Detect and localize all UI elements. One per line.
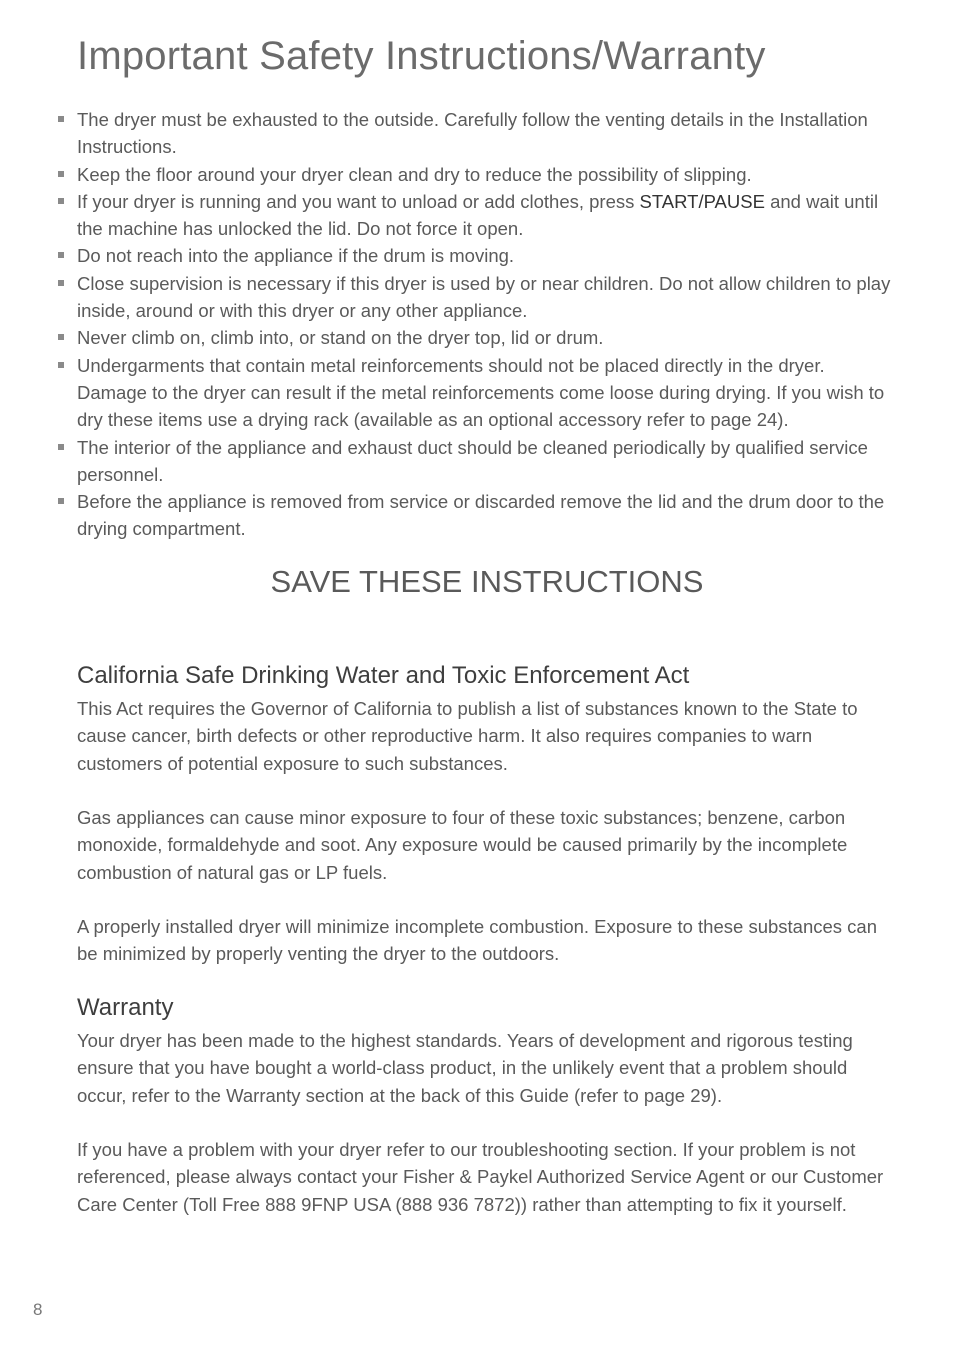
safety-bullet (54, 161, 892, 188)
page-number: 8 (33, 1300, 43, 1319)
bullet-text: Before the appliance is removed from service or discarded remove the lid and the drum door to the drying compartment. (77, 491, 885, 540)
square-bullet-icon (58, 498, 64, 504)
square-bullet-icon (58, 362, 64, 368)
bullet-text-after: and wait until the machine has unlocked the lid. Do not force it open. (77, 190, 879, 240)
bullet-text: Do not reach into the appliance if the drum is moving. (77, 245, 515, 267)
save-instructions-heading: SAVE THESE INSTRUCTIONS (270, 564, 704, 599)
safety-bullet (54, 352, 892, 434)
warranty-paragraph-1: Your dryer has been made to the highest standards. Years of development and rigorous testing ensure that you have bought a world-class product, in the unlikely event that a problem should occur, refer to the Warranty section at the back of this Guide (refer to page 29). (77, 1030, 853, 1106)
square-bullet-icon (58, 280, 64, 286)
safety-bullet (54, 488, 892, 543)
california-paragraph-3: A properly installed dryer will minimize incomplete combustion. Exposure to these substances can be minimized by properly venting the dryer to the outdoors. (77, 916, 877, 965)
safety-bullet (54, 270, 892, 325)
bullet-text: Undergarments that contain metal reinforcements should not be placed directly in the dryer. Damage to the dryer can result if the metal reinforcements come loose during drying. If you wish to dry these items use a drying rack (available as an optional accessory refer to page 24). (77, 354, 885, 431)
bullet-text: The dryer must be exhausted to the outside. Carefully follow the venting details in the Installation Instructions. (77, 109, 868, 158)
warranty-paragraph-2: If you have a problem with your dryer refer to our troubleshooting section. If your problem is not referenced, please always contact your Fisher & Paykel Authorized Service Agent or our Customer Care Center (Toll Free 888 9FNP USA (888 936 7872)) rather than attempting to fix it yourself. (77, 1139, 884, 1215)
square-bullet-icon (58, 444, 64, 450)
safety-bullet (54, 106, 892, 161)
bullet-text-before: If your dryer is running and you want to unload or add clothes, press (77, 190, 640, 212)
safety-bullet (54, 242, 892, 269)
safety-bullet (54, 188, 892, 243)
bullet-text: Never climb on, climb into, or stand on the dryer top, lid or drum. (77, 327, 604, 349)
page-title: Important Safety Instructions/Warranty (77, 34, 766, 78)
safety-bullet-list (54, 106, 892, 543)
safety-bullet (54, 324, 892, 351)
start-pause-label: START/PAUSE (639, 190, 765, 212)
california-act-heading: California Safe Drinking Water and Toxic Enforcement Act (77, 662, 690, 689)
square-bullet-icon (58, 171, 64, 177)
bullet-text: Close supervision is necessary if this dryer is used by or near children. Do not allow children to play inside, around or with this dryer or any other appliance. (77, 272, 891, 322)
safety-bullet (54, 434, 892, 489)
california-paragraph-2: Gas appliances can cause minor exposure to four of these toxic substances; benzene, carbon monoxide, formaldehyde and soot. Any exposure would be caused primarily by the incomplete combustion of natural gas or LP fuels. (77, 807, 848, 883)
bullet-text: Keep the floor around your dryer clean and dry to reduce the possibility of slipping. (77, 163, 752, 185)
california-paragraph-1: This Act requires the Governor of California to publish a list of substances known to the State to cause cancer, birth defects or other reproductive harm. It also requires companies to warn customers of potential exposure to such substances. (77, 698, 858, 774)
square-bullet-icon (58, 116, 64, 122)
square-bullet-icon (58, 198, 64, 204)
warranty-heading: Warranty (77, 994, 174, 1021)
bullet-text: The interior of the appliance and exhaust duct should be cleaned periodically by qualified service personnel. (77, 436, 868, 485)
square-bullet-icon (58, 334, 64, 340)
square-bullet-icon (58, 252, 64, 258)
